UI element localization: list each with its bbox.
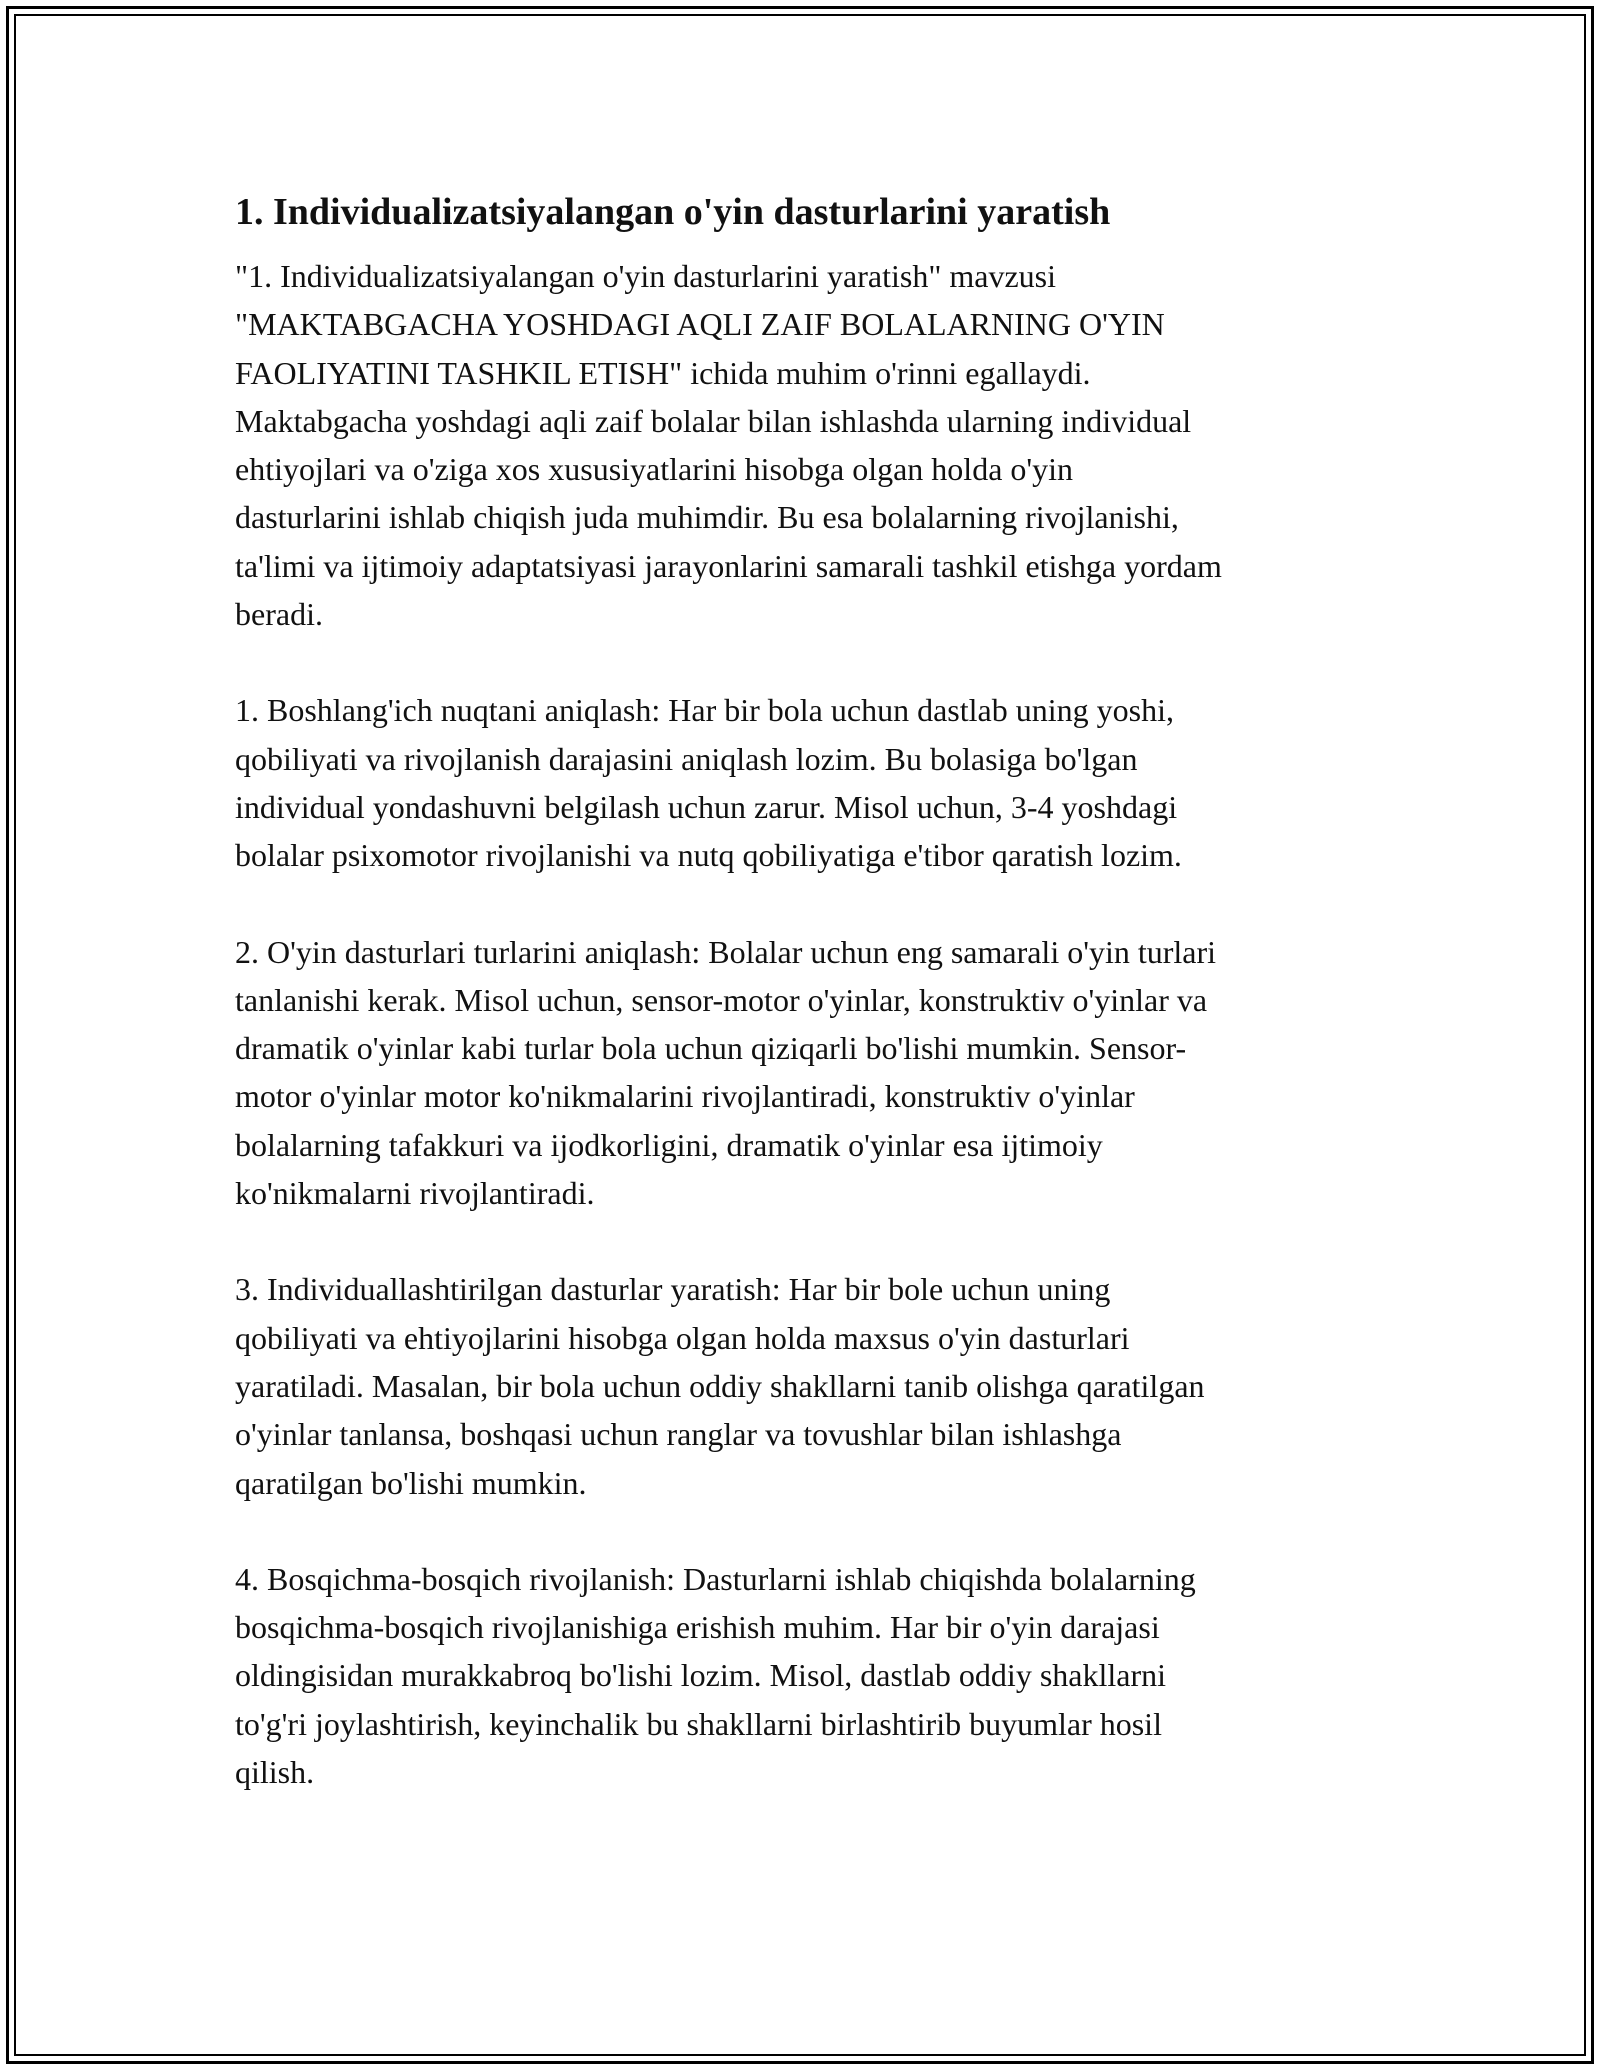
text-line: 2. O'yin dasturlari turlarini aniqlash: Bolalar uchun eng samarali o'yin turlari (235, 933, 1217, 970)
text-line: dramatik o'yinlar kabi turlar bola uchun qiziqarli bo'lishi mumkin. Sensor- (235, 1030, 1187, 1067)
text-line: ehtiyojlari va o'ziga xos xususiyatlarini hisobga olgan holda o'yin (235, 451, 1074, 488)
section-paragraph-1 (235, 686, 1385, 879)
text-line: dasturlarini ishlab chiqish juda muhimdir. Bu esa bolalarning rivojlanishi, (235, 499, 1179, 536)
section-paragraph-2 (235, 928, 1385, 1218)
text-line: ko'nikmalarni rivojlantiradi. (235, 1175, 595, 1212)
text-line: 4. Bosqichma-bosqich rivojlanish: Dasturlarni ishlab chiqishda bolalarning (235, 1560, 1196, 1597)
text-line: qobiliyati va rivojlanish darajasini aniqlash lozim. Bu bolasiga bo'lgan (235, 740, 1138, 777)
text-line: "MAKTABGACHA YOSHDAGI AQLI ZAIF BOLALARNING O'YIN (235, 306, 1165, 343)
section-paragraph-3 (235, 1265, 1385, 1506)
text-line: 3. Individuallashtirilgan dasturlar yaratish: Har bir bole uchun uning (235, 1271, 1111, 1308)
text-line: beradi. (235, 596, 323, 633)
text-line: yaratiladi. Masalan, bir bola uchun oddiy shakllarni tanib olishga qaratilgan (235, 1367, 1205, 1404)
section-paragraph-4 (235, 1555, 1385, 1796)
text-line: motor o'yinlar motor ko'nikmalarini rivojlantiradi, konstruktiv o'yinlar (235, 1078, 1135, 1115)
text-line: to'g'ri joylashtirish, keyinchalik bu shakllarni birlashtirib buyumlar hosil (235, 1705, 1162, 1742)
document-title: 1. Individualizatsiyalangan o'yin dasturlarini yaratish (235, 191, 1111, 233)
text-line: bosqichma-bosqich rivojlanishiga erishish muhim. Har bir o'yin darajasi (235, 1609, 1160, 1646)
text-line: tanlanishi kerak. Misol uchun, sensor-motor o'yinlar, konstruktiv o'yinlar va (235, 981, 1208, 1018)
text-line: Maktabgacha yoshdagi aqli zaif bolalar bilan ishlashda ularning individual (235, 402, 1192, 439)
text-line: qobiliyati va ehtiyojlarini hisobga olgan holda maxsus o'yin dasturlari (235, 1319, 1130, 1356)
document-body (235, 186, 1385, 1796)
text-line: FAOLIYATINI TASHKIL ETISH" ichida muhim o'rinni egallaydi. (235, 354, 1091, 391)
text-line: bolalarning tafakkuri va ijodkorligini, dramatik o'yinlar esa ijtimoiy (235, 1126, 1103, 1163)
intro-paragraph (235, 252, 1385, 638)
text-line: "1. Individualizatsiyalangan o'yin dasturlarini yaratish" mavzusi (235, 258, 1057, 294)
text-line: qilish. (235, 1754, 315, 1791)
text-line: individual yondashuvni belgilash uchun zarur. Misol uchun, 3-4 yoshdagi (235, 788, 1178, 825)
text-line: oldingisidan murakkabroq bo'lishi lozim. Misol, dastlab oddiy shakllarni (235, 1657, 1166, 1694)
text-line: o'yinlar tanlansa, boshqasi uchun ranglar va tovushlar bilan ishlashga (235, 1416, 1122, 1453)
text-line: ta'limi va ijtimoiy adaptatsiyasi jarayonlarini samarali tashkil etishga yordam (235, 547, 1222, 584)
text-line: bolalar psixomotor rivojlanishi va nutq qobiliyatiga e'tibor qaratish lozim. (235, 837, 1182, 874)
text-line: qaratilgan bo'lishi mumkin. (235, 1464, 587, 1501)
text-line: 1. Boshlang'ich nuqtani aniqlash: Har bir bola uchun dastlab uning yoshi, (235, 692, 1174, 729)
